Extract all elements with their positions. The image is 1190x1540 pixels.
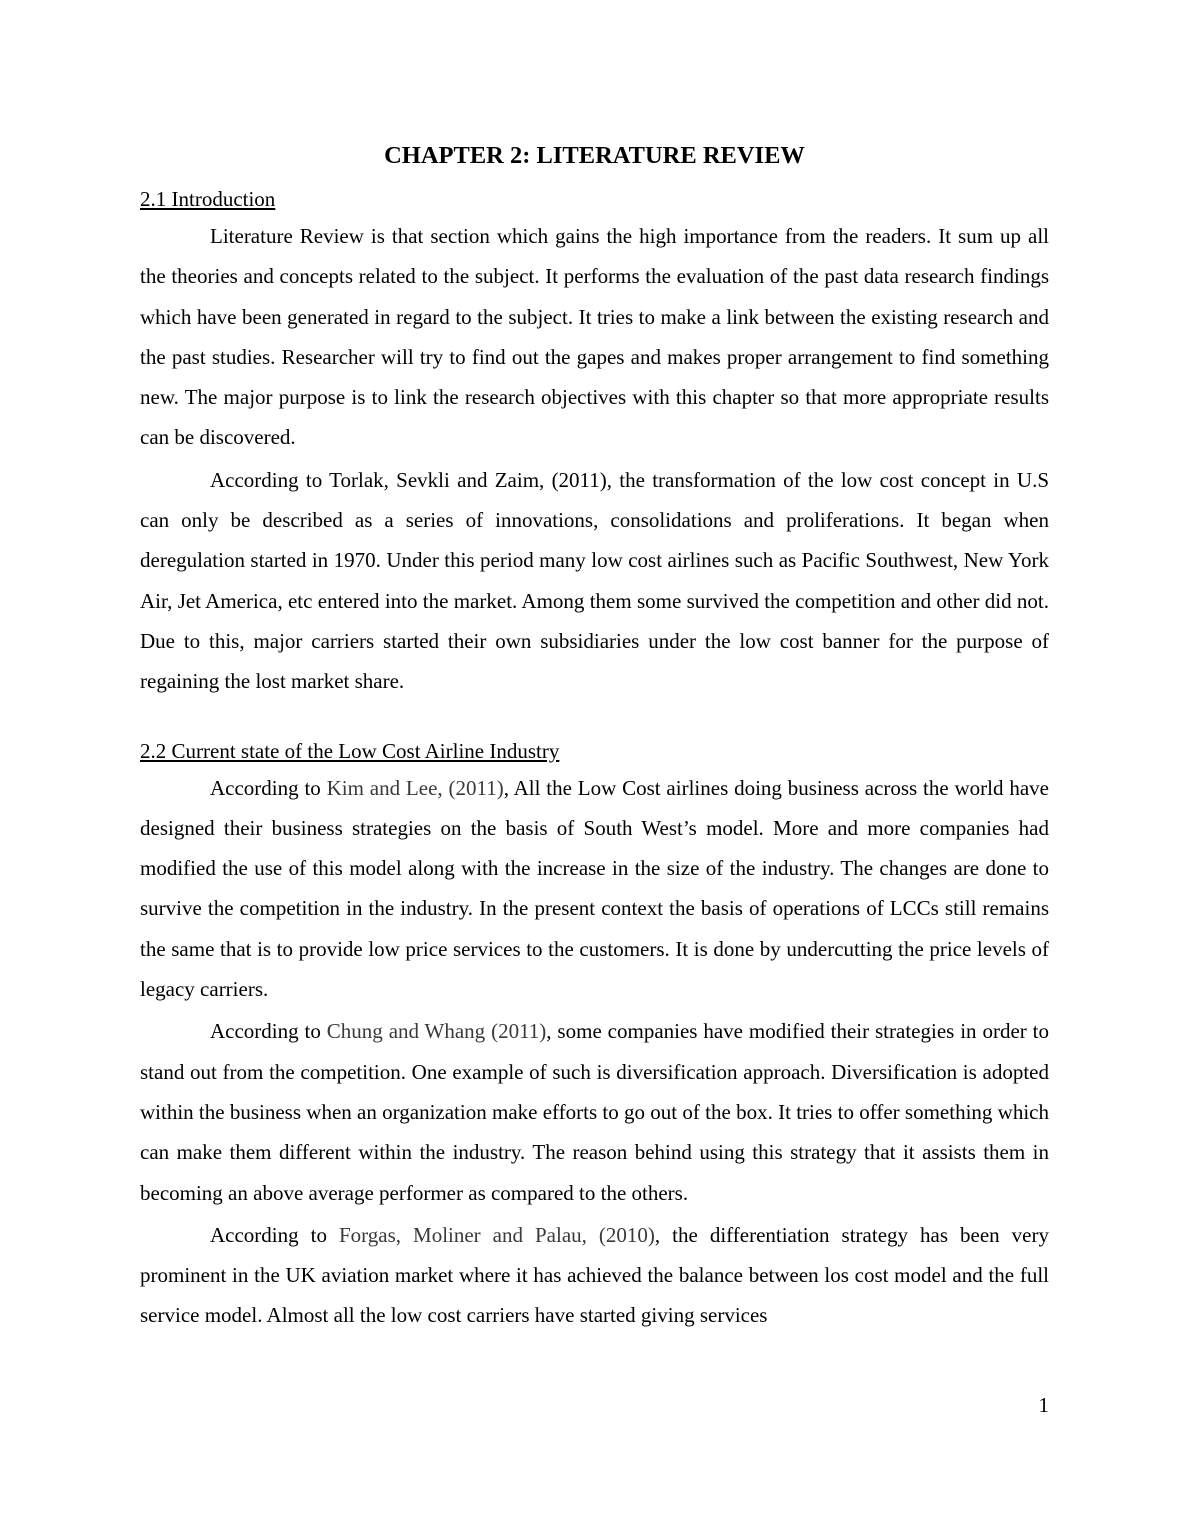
chapter-title: CHAPTER 2: LITERATURE REVIEW [384, 142, 805, 169]
paragraph-prefix: According to [210, 1222, 339, 1247]
page-content [140, 138, 1049, 1336]
citation: Forgas, Moliner and Palau, (2010) [338, 1222, 655, 1247]
paragraph-prefix: According to [210, 775, 327, 800]
section-heading-current-state: 2.2 Current state of the Low Cost Airline Industry [140, 738, 560, 763]
paragraph-prefix: According to [210, 1019, 327, 1044]
paragraph: According to Torlak, Sevkli and Zaim, (2011), the transformation of the low cost concept in U.S can only be described as a series of innovations, consolidations and proliferations. It began when deregulation started in 1970. Under this period many low cost airlines such as Pacific Southwest, New York Air, Jet America, etc entered into the market. Among them some survived the competition and other did not. Due to this, major carriers started their own subsidiaries under the low cost banner for the purpose of regaining the lost market share. [140, 467, 1049, 694]
paragraph-body: , All the Low Cost airlines doing business across the world have designed their business strategies on the basis of South West’s model. More and more companies had modified the use of this model along with the increase in the size of the industry. The changes are done to survive the competition in the industry. In the present context the basis of operations of LCCs still remains the same that is to provide low price services to the customers. It is done by undercutting the price levels of legacy carriers. [140, 775, 1049, 1002]
paragraph-body: , the differentiation strategy has been very prominent in the UK aviation market where it has achieved the balance between los cost model and the full service model. Almost all the low cost carriers have started giving services [140, 1222, 1049, 1328]
paragraph: Literature Review is that section which gains the high importance from the readers. It sum up all the theories and concepts related to the subject. It performs the evaluation of the past data research findings which have been generated in regard to the subject. It tries to make a link between the existing research and the past studies. Researcher will try to find out the gapes and makes proper arrangement to find something new. The major purpose is to link the research objectives with this chapter so that more appropriate results can be discovered. [140, 224, 1049, 450]
paragraph [140, 766, 1049, 1010]
citation: Kim and Lee, (2011) [326, 775, 504, 800]
citation: Chung and Whang (2011) [326, 1019, 547, 1044]
section-heading-introduction: 2.1 Introduction [140, 187, 276, 211]
paragraph [140, 1213, 1049, 1336]
page-number: 1 [1038, 1393, 1049, 1417]
paragraph-body: , some companies have modified their strategies in order to stand out from the competition. One example of such is diversification approach. Diversification is adopted within the business when an organization make efforts to go out of the box. It tries to offer something which can make them different within the industry. The reason behind using this strategy that it assists them in becoming an above average performer as compared to the others. [140, 1019, 1049, 1205]
paragraph [140, 1009, 1049, 1212]
